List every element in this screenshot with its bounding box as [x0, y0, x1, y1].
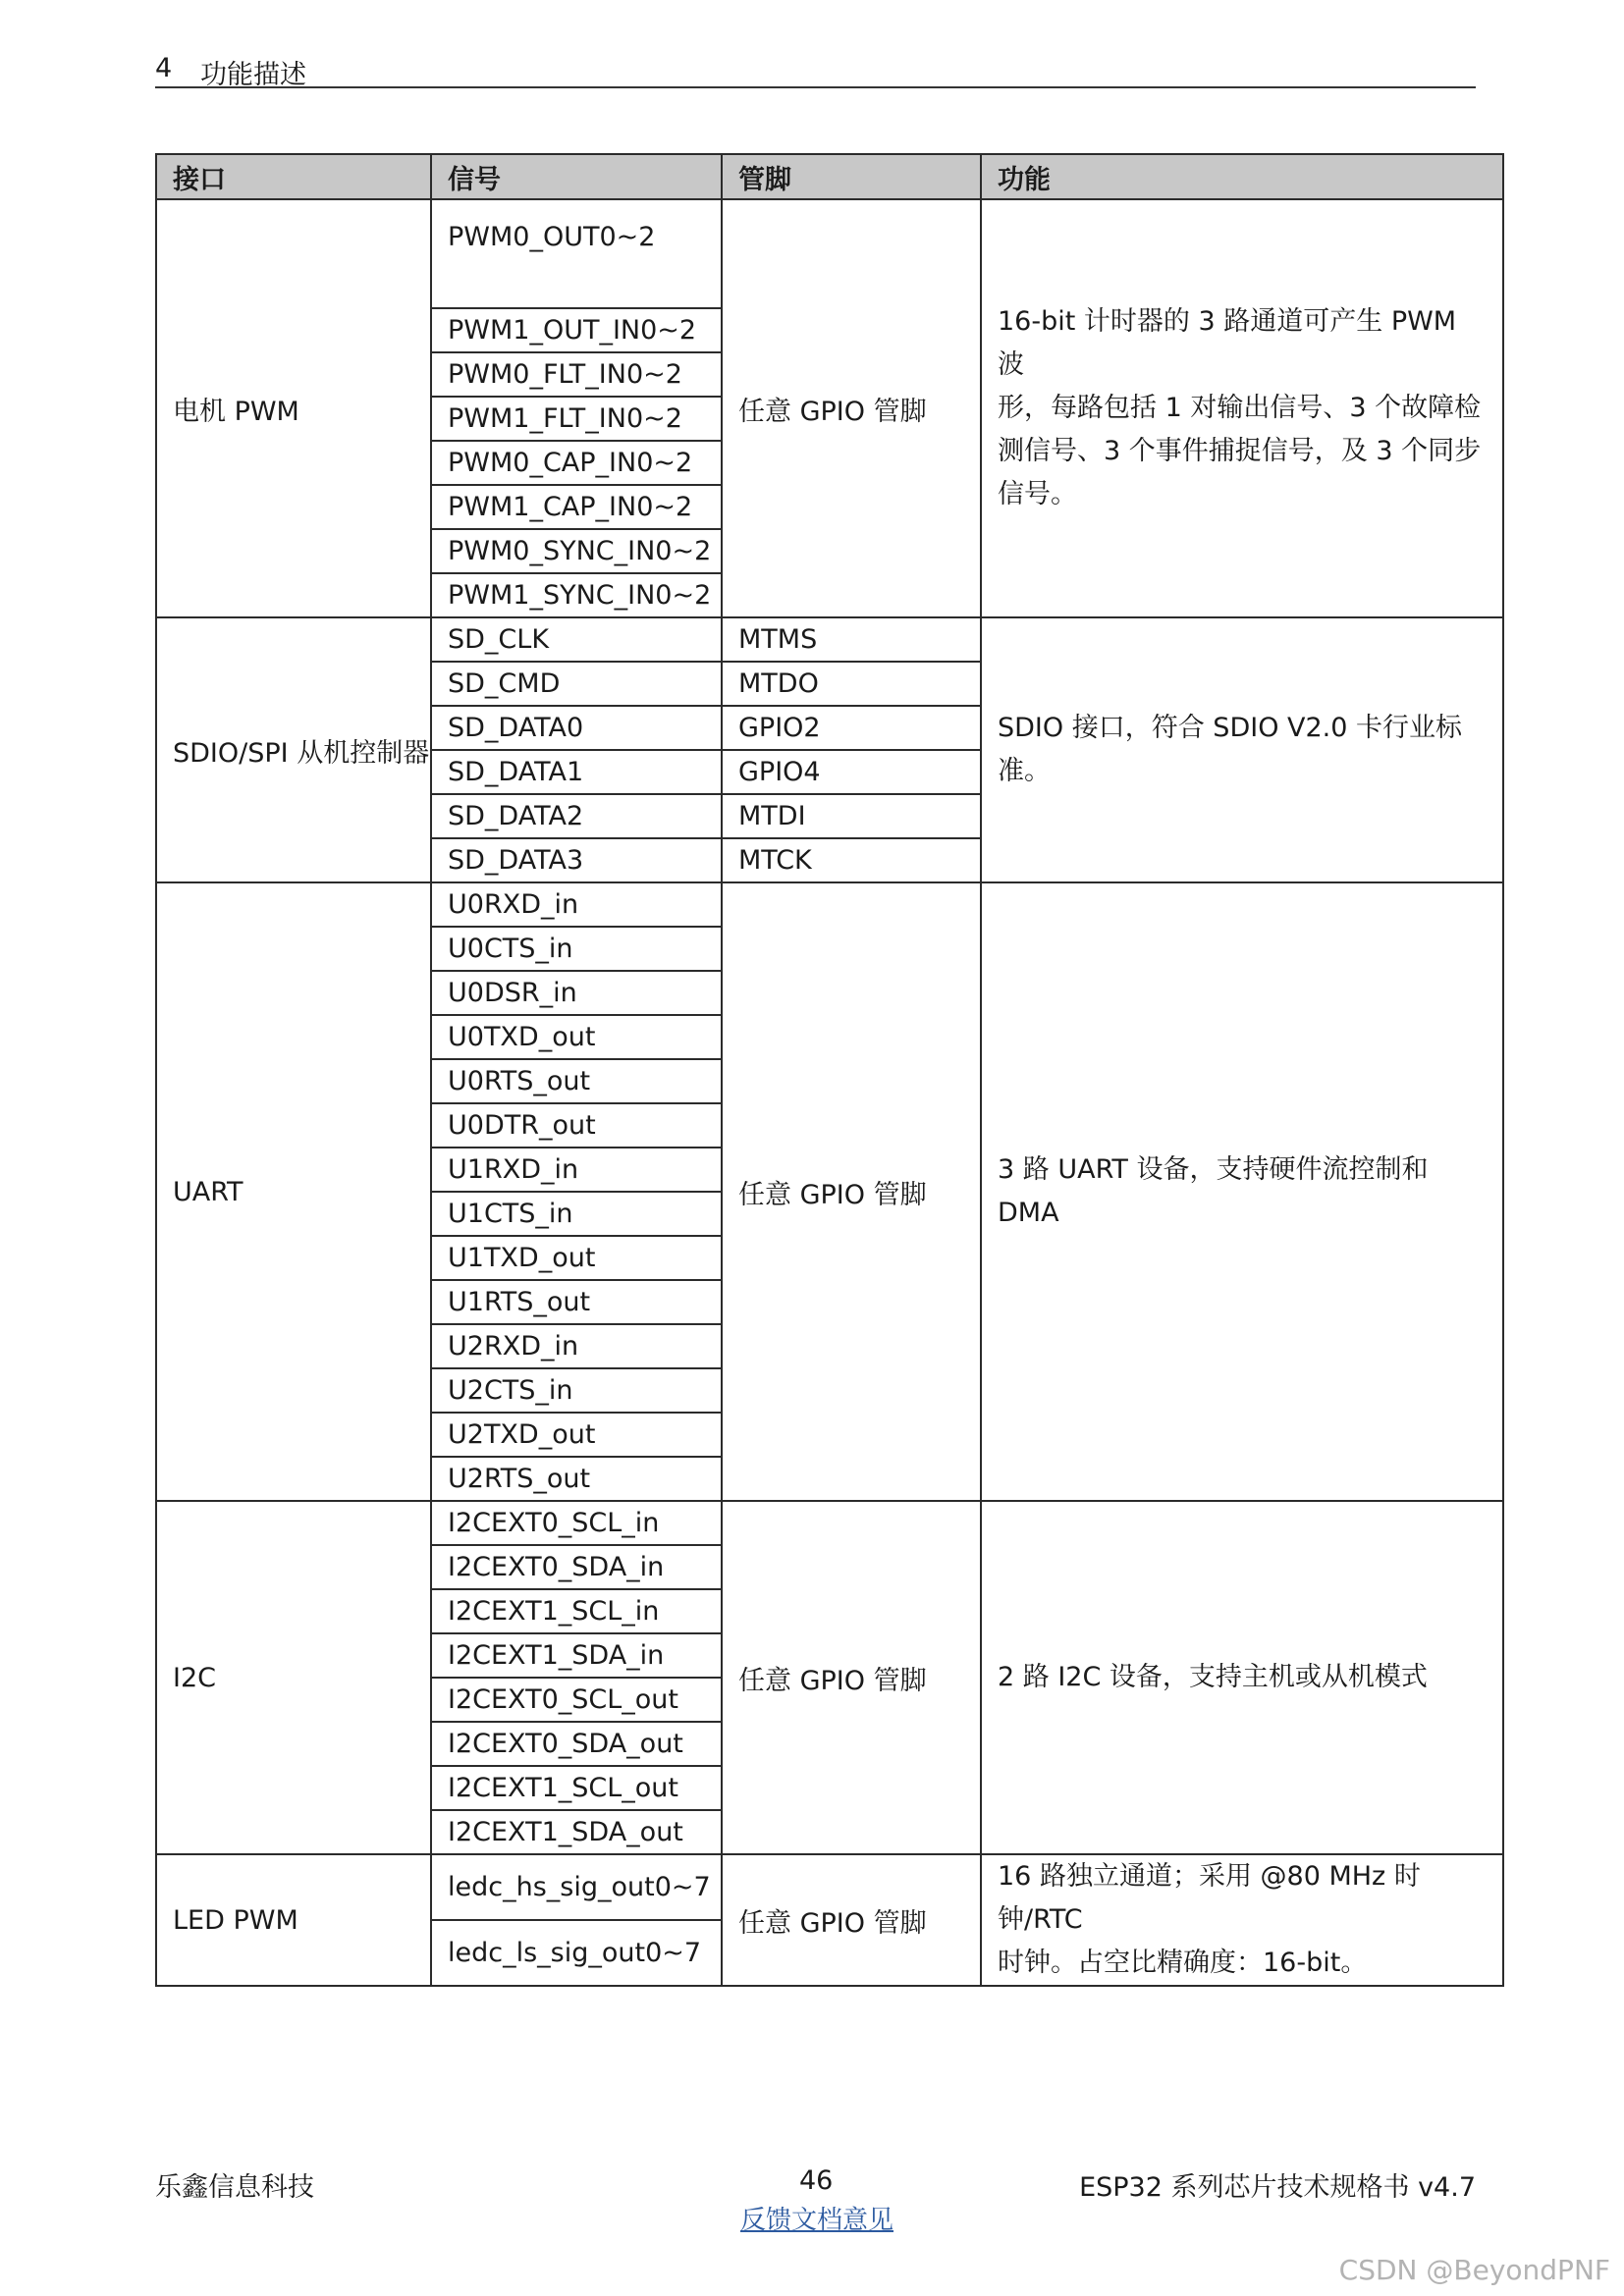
signal-cell: PWM1_OUT_IN0~2 [431, 308, 722, 352]
function-line: 信号。 [998, 479, 1077, 509]
signal-cell: ledc_hs_sig_out0~7 [431, 1854, 722, 1920]
interface-table [155, 153, 1504, 1987]
signal-cell: SD_DATA3 [431, 838, 722, 882]
feedback-link[interactable]: 反馈文档意见 [740, 2206, 894, 2235]
signal-cell: U2RTS_out [431, 1457, 722, 1501]
signal-cell: I2CEXT1_SDA_in [431, 1633, 722, 1678]
signal-cell: U1TXD_out [431, 1236, 722, 1280]
footer-page-number: 46 [799, 2165, 834, 2196]
table-row [156, 199, 1503, 308]
section-title: 功能描述 [200, 60, 306, 90]
signal-cell: U1RXD_in [431, 1148, 722, 1192]
signal-cell: U1RTS_out [431, 1280, 722, 1324]
pin-cell: MTCK [722, 838, 981, 882]
function-line: 形，每路包括 1 对输出信号、3 个故障检 [998, 393, 1482, 423]
signal-cell: I2CEXT1_SCL_out [431, 1766, 722, 1810]
function-line: 测信号、3 个事件捕捉信号，及 3 个同步 [998, 436, 1482, 466]
column-header-signal: 信号 [431, 154, 722, 199]
table-row [156, 882, 1503, 927]
function-cell [981, 1854, 1503, 1986]
table-row [156, 617, 1503, 662]
function-line: 3 路 UART 设备，支持硬件流控制和 DMA [998, 1154, 1429, 1228]
interface-cell: 电机 PWM [156, 199, 431, 617]
table-row [156, 1501, 1503, 1545]
function-cell [981, 617, 1503, 882]
signal-cell: SD_DATA2 [431, 794, 722, 838]
signal-cell: PWM0_OUT0~2 [431, 199, 722, 308]
column-header-interface: 接口 [156, 154, 431, 199]
signal-cell: U2TXD_out [431, 1413, 722, 1457]
section-number: 4 [155, 53, 173, 83]
interface-cell: LED PWM [156, 1854, 431, 1986]
signal-cell: I2CEXT1_SDA_out [431, 1810, 722, 1854]
function-line: 16 路独立通道；采用 @80 MHz 时钟/RTC [998, 1861, 1421, 1935]
function-line: 16-bit 计时器的 3 路通道可产生 PWM 波 [998, 306, 1457, 380]
signal-cell: U0TXD_out [431, 1015, 722, 1059]
footer-doc-title: ESP32 系列芯片技术规格书 v4.7 [1079, 2172, 1476, 2203]
function-line: 时钟。占空比精确度：16-bit。 [998, 1948, 1368, 1978]
pin-cell: GPIO4 [722, 750, 981, 794]
signal-cell: PWM0_CAP_IN0~2 [431, 441, 722, 485]
signal-cell: SD_CLK [431, 617, 722, 662]
signal-cell: SD_DATA1 [431, 750, 722, 794]
signal-cell: U1CTS_in [431, 1192, 722, 1236]
watermark: CSDN @BeyondPNF [1338, 2254, 1610, 2286]
signal-cell: I2CEXT0_SCL_out [431, 1678, 722, 1722]
pin-cell: MTDO [722, 662, 981, 706]
function-cell [981, 1501, 1503, 1854]
signal-cell: U0DSR_in [431, 971, 722, 1015]
table-header-row [156, 154, 1503, 199]
pin-cell: MTMS [722, 617, 981, 662]
signal-cell: ledc_ls_sig_out0~7 [431, 1920, 722, 1986]
signal-cell: U0RXD_in [431, 882, 722, 927]
table-row [156, 1854, 1503, 1920]
signal-cell: PWM0_FLT_IN0~2 [431, 352, 722, 397]
function-cell [981, 882, 1503, 1501]
function-line: 2 路 I2C 设备，支持主机或从机模式 [998, 1662, 1428, 1692]
signal-cell: I2CEXT0_SDA_out [431, 1722, 722, 1766]
signal-cell: PWM1_FLT_IN0~2 [431, 397, 722, 441]
signal-cell: I2CEXT0_SCL_in [431, 1501, 722, 1545]
signal-cell: U0DTR_out [431, 1103, 722, 1148]
function-cell [981, 199, 1503, 617]
footer-company: 乐鑫信息科技 [155, 2172, 314, 2203]
table-body [156, 199, 1503, 1986]
pin-cell: 任意 GPIO 管脚 [722, 882, 981, 1501]
signal-cell: U0RTS_out [431, 1059, 722, 1103]
signal-cell: PWM0_SYNC_IN0~2 [431, 529, 722, 573]
signal-cell: U2RXD_in [431, 1324, 722, 1368]
pin-cell: 任意 GPIO 管脚 [722, 199, 981, 617]
function-line: SDIO 接口，符合 SDIO V2.0 卡行业标准。 [998, 713, 1463, 786]
page-header [155, 49, 1476, 88]
pin-cell: 任意 GPIO 管脚 [722, 1501, 981, 1854]
signal-cell: PWM1_SYNC_IN0~2 [431, 573, 722, 617]
pin-cell: MTDI [722, 794, 981, 838]
column-header-pin: 管脚 [722, 154, 981, 199]
interface-cell: SDIO/SPI 从机控制器 [156, 617, 431, 882]
pin-cell: 任意 GPIO 管脚 [722, 1854, 981, 1986]
signal-cell: SD_CMD [431, 662, 722, 706]
signal-cell: U2CTS_in [431, 1368, 722, 1413]
signal-cell: SD_DATA0 [431, 706, 722, 750]
interface-cell: I2C [156, 1501, 431, 1854]
interface-cell: UART [156, 882, 431, 1501]
signal-cell: I2CEXT0_SDA_in [431, 1545, 722, 1589]
signal-cell: I2CEXT1_SCL_in [431, 1589, 722, 1633]
signal-cell: PWM1_CAP_IN0~2 [431, 485, 722, 529]
column-header-function: 功能 [981, 154, 1503, 199]
pin-cell: GPIO2 [722, 706, 981, 750]
signal-cell: U0CTS_in [431, 927, 722, 971]
